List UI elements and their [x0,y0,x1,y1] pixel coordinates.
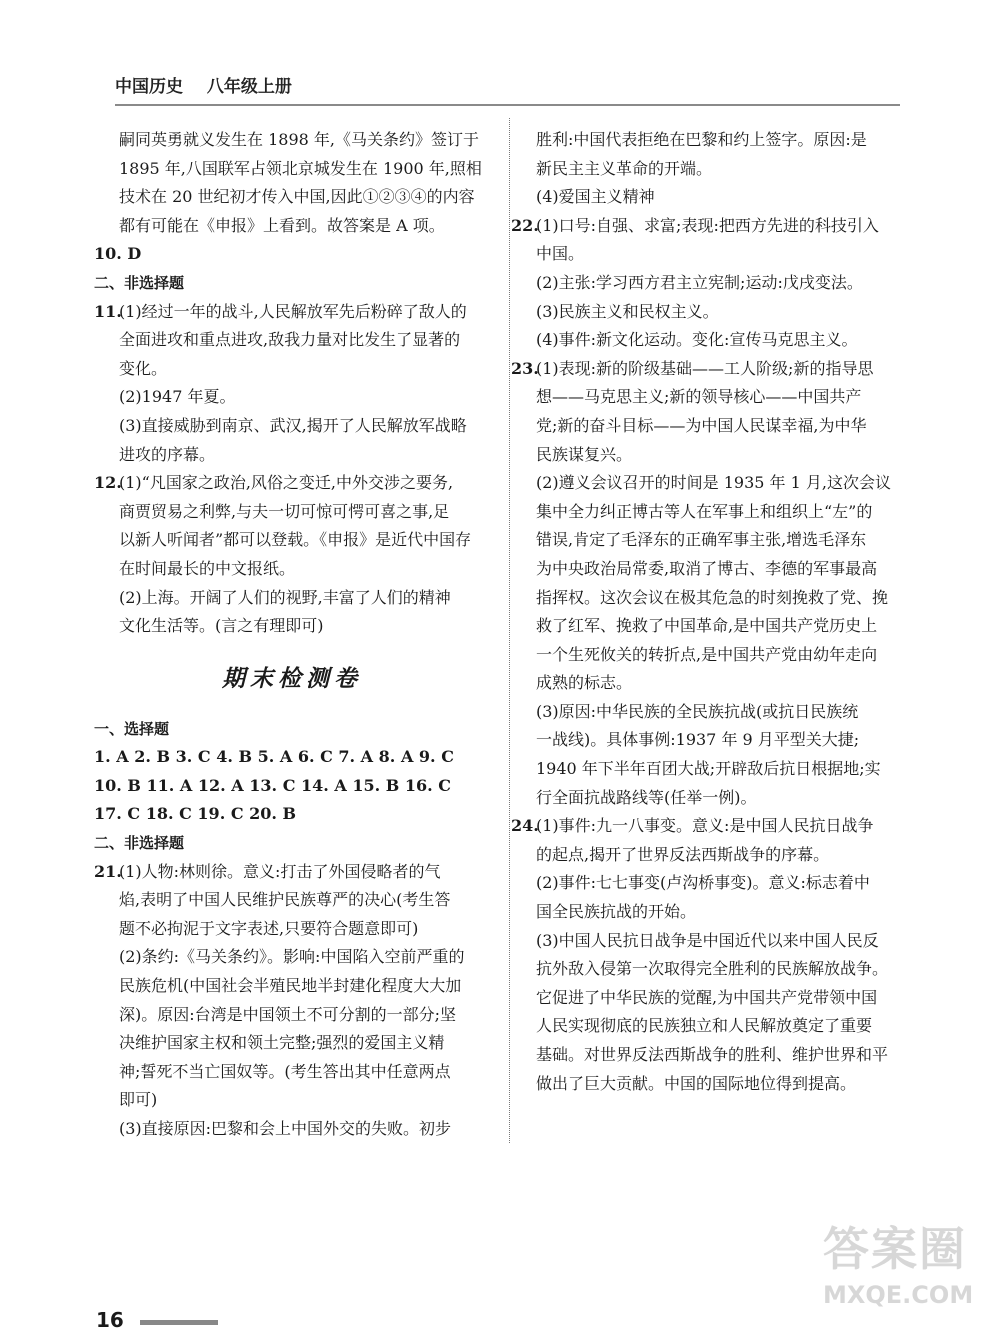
text-line: (2)1947 年夏。 [119,387,236,407]
answer-q10: 10. D [94,244,142,264]
text-line: 焰,表明了中国人民维护民族尊严的决心(考生答 [119,890,451,910]
text-line: 嗣同英勇就义发生在 1898 年,《马关条约》签订于 [119,130,479,149]
text-line: 文化生活等。(言之有理即可) [119,616,324,636]
text-line: (1)表现:新的阶级基础——工人阶级;新的指导思 [536,358,874,378]
question-number: 23. [511,358,539,378]
text-line: 以新人听闻者”都可以登载。《申报》是近代中国存 [119,530,472,550]
text-line: 一个生死攸关的转折点,是中国共产党由幼年走向 [536,644,878,664]
question-number: 12. [94,473,122,493]
text-line: (3)原因:中华民族的全民族抗战(或抗日民族统 [536,701,859,721]
text-line: (1)人物:林则徐。意义:打击了外国侵略者的气 [119,861,441,881]
watermark-text: 答案圈 [823,1222,967,1276]
exam-title: 期末检测卷 [222,664,362,692]
text-line: (3)中国人民抗日战争是中国近代以来中国人民反 [536,930,879,950]
text-line: 成熟的标志。 [536,673,633,693]
text-line: 即可) [119,1090,158,1110]
text-line: 人民实现彻底的民族独立和人民解放奠定了重要 [536,1016,873,1036]
left-column [94,126,490,1144]
answer-q21 [94,858,490,1144]
grade-title: 八年级上册 [206,77,292,97]
footer-bar [140,1320,218,1325]
answer-q11 [94,298,490,470]
text-line: 技术在 20 世纪初才传入中国,因此①②③④的内容 [119,187,475,207]
column-divider [509,118,510,1143]
section-heading-nonchoice: 二、非选择题 [94,834,185,853]
text-line: 党;新的奋斗目标——为中国人民谋幸福,为中华 [536,415,867,435]
text-line: 1895 年,八国联军占领北京城发生在 1900 年,照相 [119,158,482,178]
text-line: (2)主张:学习西方君主立宪制;运动:戊戌变法。 [536,272,863,292]
mc-answers-row: 17. C 18. C 19. C 20. B [94,804,297,824]
text-line: (2)遵义会议召开的时间是 1935 年 1 月,这次会议 [536,473,891,493]
text-line: 一战线)。具体事例:1937 年 9 月平型关大捷; [536,730,860,750]
text-line: (1)口号:自强、求富;表现:把西方先进的科技引入 [536,215,879,235]
text-line: 在时间最长的中文报纸。 [119,558,296,578]
answer-q12 [94,469,490,641]
text-line: 神;誓死不当亡国奴等。(考生答出其中任意两点 [119,1061,451,1081]
text-line: 决维护国家主权和领土完整;强烈的爱国主义精 [119,1033,445,1053]
text-line: (1)事件:九一八事变。意义:是中国人民抗日战争 [536,816,874,836]
text-line: 指挥权。这次会议在极其危急的时刻挽救了党、挽 [536,587,889,607]
text-line: 胜利:中国代表拒绝在巴黎和约上签字。原因:是 [536,130,867,149]
mc-answers-row: 1. A 2. B 3. C 4. B 5. A 6. C 7. A 8. A 9. C [94,747,454,767]
text-line: 变化。 [119,358,168,378]
mc-answers-row: 10. B 11. A 12. A 13. C 14. A 15. B 16. C [94,775,452,795]
text-line: 民族危机(中国社会半殖民地半封建化程度大大加 [119,976,462,996]
watermark-logo [823,1213,983,1325]
text-line: 集中全力纠正博古等人在军事上和组织上“左”的 [536,501,873,521]
text-line: 进攻的序幕。 [119,444,216,464]
question-number: 11. [94,301,122,321]
text-line: 救了红军、挽救了中国革命,是中国共产党历史上 [536,616,878,636]
text-line: 民族谋复兴。 [536,444,633,464]
text-line: 想——马克思主义;新的领导核心——中国共产 [536,387,862,407]
text-line: 深)。原因:台湾是中国领土不可分割的一部分;坚 [119,1004,457,1024]
text-line: 1940 年下半年百团大战;开辟敌后抗日根据地;实 [536,759,881,779]
q9-continuation [94,126,490,240]
page-number: 16 [96,1308,124,1332]
answer-q23 [511,355,900,813]
text-line: 它促进了中华民族的觉醒,为中国共产党带领中国 [536,987,878,1007]
question-number: 22. [511,215,539,235]
q21-continuation [511,126,900,212]
text-line: 都有可能在《申报》上看到。故答案是 A 项。 [119,215,445,235]
text-line: 做出了巨大贡献。中国的国际地位得到提高。 [536,1073,857,1093]
text-line: (3)直接威胁到南京、武汉,揭开了人民解放军战略 [119,415,467,435]
question-number: 21. [94,861,122,881]
watermark-url: MXQE.COM [823,1281,974,1309]
text-line: 新民主主义革命的开端。 [536,158,713,178]
text-line: (2)事件:七七事变(卢沟桥事变)。意义:标志着中 [536,873,870,893]
text-line: 题不必拘泥于文字表述,只要符合题意即可) [119,918,419,938]
text-line: 行全面抗战路线等(任举一例)。 [536,787,757,807]
text-line: 的起点,揭开了世界反法西斯战争的序幕。 [536,844,830,864]
section-heading-nonchoice: 二、非选择题 [94,273,185,292]
subject-title: 中国历史 [115,77,183,97]
answer-q22 [511,212,900,355]
text-line: (3)民族主义和民权主义。 [536,301,719,321]
text-line: (1)经过一年的战斗,人民解放军先后粉碎了敌人的 [119,301,467,321]
page-header [115,70,900,106]
question-number: 24. [511,816,539,836]
right-column [511,126,900,1098]
text-line: (2)上海。开阔了人们的视野,丰富了人们的精神 [119,587,451,607]
text-line: (4)爱国主义精神 [536,187,655,207]
text-line: 抗外敌入侵第一次取得完全胜利的民族解放战争。 [536,959,889,979]
text-line: 为中央政治局常委,取消了博古、李德的军事最高 [536,558,878,578]
text-line: (2)条约:《马关条约》。影响:中国陷入空前严重的 [119,947,465,967]
text-line: 国全民族抗战的开始。 [536,902,697,922]
text-line: 基础。对世界反法西斯战争的胜利、维护世界和平 [536,1045,889,1064]
text-line: 中国。 [536,244,585,264]
text-line: (3)直接原因:巴黎和会上中国外交的失败。初步 [119,1119,452,1138]
section-heading-choice: 一、选择题 [94,719,170,738]
text-line: (1)“凡国家之政治,风俗之变迁,中外交涉之要务, [119,473,454,493]
text-line: 错误,肯定了毛泽东的正确军事主张,增选毛泽东 [536,530,867,550]
text-line: 全面进攻和重点进攻,敌我力量对比发生了显著的 [119,330,461,350]
answer-q24 [511,812,900,1098]
text-line: (4)事件:新文化运动。变化:宣传马克思主义。 [536,330,858,350]
text-line: 商贾贸易之利弊,与夫一切可惊可愕可喜之事,足 [119,501,450,521]
